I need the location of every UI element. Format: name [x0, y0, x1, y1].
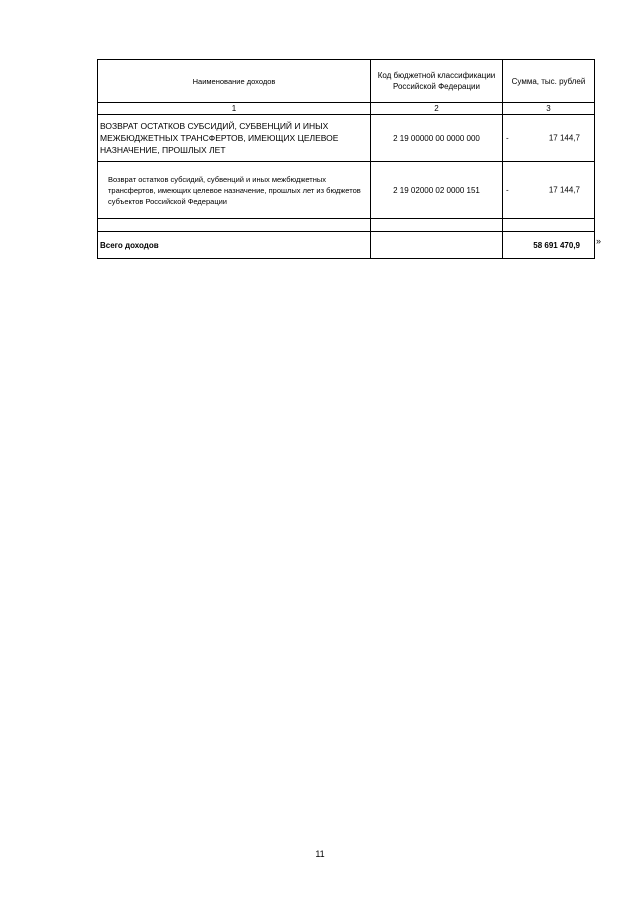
empty-cell	[98, 219, 371, 232]
row-sign: -	[506, 133, 509, 143]
header-code-label: Код бюджетной классификации Российской Федерации	[377, 71, 496, 91]
empty-cell	[371, 219, 503, 232]
revenue-table	[97, 59, 595, 259]
total-code-cell	[371, 232, 503, 259]
empty-row	[98, 219, 595, 232]
column-number-1: 1	[98, 103, 371, 115]
row-sum-value: 17 144,7	[548, 133, 580, 143]
revenue-table-container	[97, 59, 595, 259]
header-name-cell	[98, 60, 371, 103]
column-number-3: 3	[503, 103, 595, 115]
total-row	[98, 232, 595, 259]
header-sum-cell	[503, 60, 595, 103]
table-row	[98, 115, 595, 162]
row-code-cell: 2 19 02000 02 0000 151	[371, 162, 503, 219]
empty-cell	[503, 219, 595, 232]
row-sign: -	[506, 185, 509, 195]
total-label: Всего доходов	[98, 232, 371, 259]
row-sum-cell	[503, 162, 595, 219]
row-sum-cell	[503, 115, 595, 162]
row-name-cell: Возврат остатков субсидий, субвенций и иных межбюджетных трансфертов, имеющих целевое назначение, прошлых лет из бюджетов субъектов Российской Федерации	[98, 162, 371, 219]
column-number-2: 2	[371, 103, 503, 115]
table-row	[98, 162, 595, 219]
row-code-cell: 2 19 00000 00 0000 000	[371, 115, 503, 162]
page-number: 11	[315, 849, 325, 859]
table-header-row	[98, 60, 595, 103]
header-code-cell	[371, 60, 503, 103]
row-sum-value: 17 144,7	[548, 185, 580, 195]
header-sum-label: Сумма, тыс. рублей	[511, 76, 586, 86]
header-name-label: Наименование доходов	[192, 76, 276, 86]
column-number-row	[98, 103, 595, 115]
closing-quote: »	[596, 236, 602, 246]
row-name-cell: ВОЗВРАТ ОСТАТКОВ СУБСИДИЙ, СУБВЕНЦИЙ И ИНЫХ МЕЖБЮДЖЕТНЫХ ТРАНСФЕРТОВ, ИМЕЮЩИХ ЦЕЛЕВОЕ НАЗНАЧЕНИЕ, ПРОШЛЫХ ЛЕТ	[98, 115, 371, 162]
total-sum: 58 691 470,9	[503, 232, 595, 259]
